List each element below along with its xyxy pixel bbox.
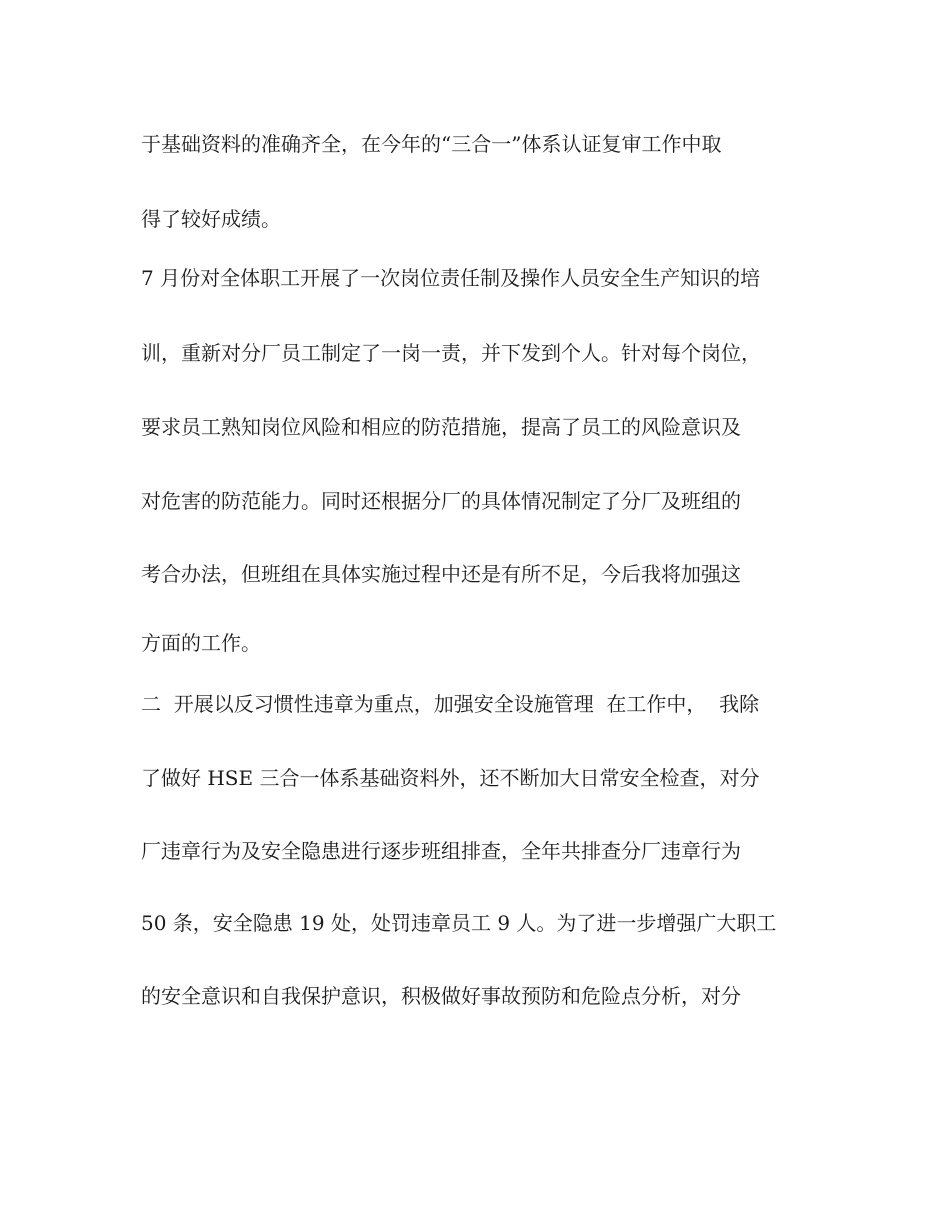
text-line: 了做好 HSE 三合一体系基础资料外，还不断加大日常安全检查，对分 bbox=[141, 766, 760, 790]
text-line: 厂违章行为及安全隐患进行逐步班组排查，全年共排查分厂违章行为 bbox=[141, 839, 741, 863]
text-line: 二 开展以反习惯性违章为重点，加强安全设施管理 在工作中， 我除 bbox=[141, 692, 760, 716]
text-line: 方面的工作。 bbox=[141, 631, 261, 655]
text-line: 的安全意识和自我保护意识，积极做好事故预防和危险点分析，对分 bbox=[141, 984, 741, 1008]
text-line: 于基础资料的准确齐全，在今年的“三合一”体系认证复审工作中取 bbox=[141, 132, 722, 156]
text-line: 50 条，安全隐患 19 处，处罚违章员工 9 人。为了进一步增强广大职工 bbox=[141, 911, 777, 935]
text-line: 对危害的防范能力。同时还根据分厂的具体情况制定了分厂及班组的 bbox=[141, 489, 741, 513]
text-line: 考合办法，但班组在具体实施过程中还是有所不足，今后我将加强这 bbox=[141, 562, 741, 586]
text-line: 7 月份对全体职工开展了一次岗位责任制及操作人员安全生产知识的培 bbox=[141, 266, 761, 290]
text-line: 得了较好成绩。 bbox=[141, 207, 281, 231]
text-line: 训，重新对分厂员工制定了一岗一责，并下发到个人。针对每个岗位， bbox=[141, 341, 761, 365]
text-line: 要求员工熟知岗位风险和相应的防范措施，提高了员工的风险意识及 bbox=[141, 415, 741, 439]
